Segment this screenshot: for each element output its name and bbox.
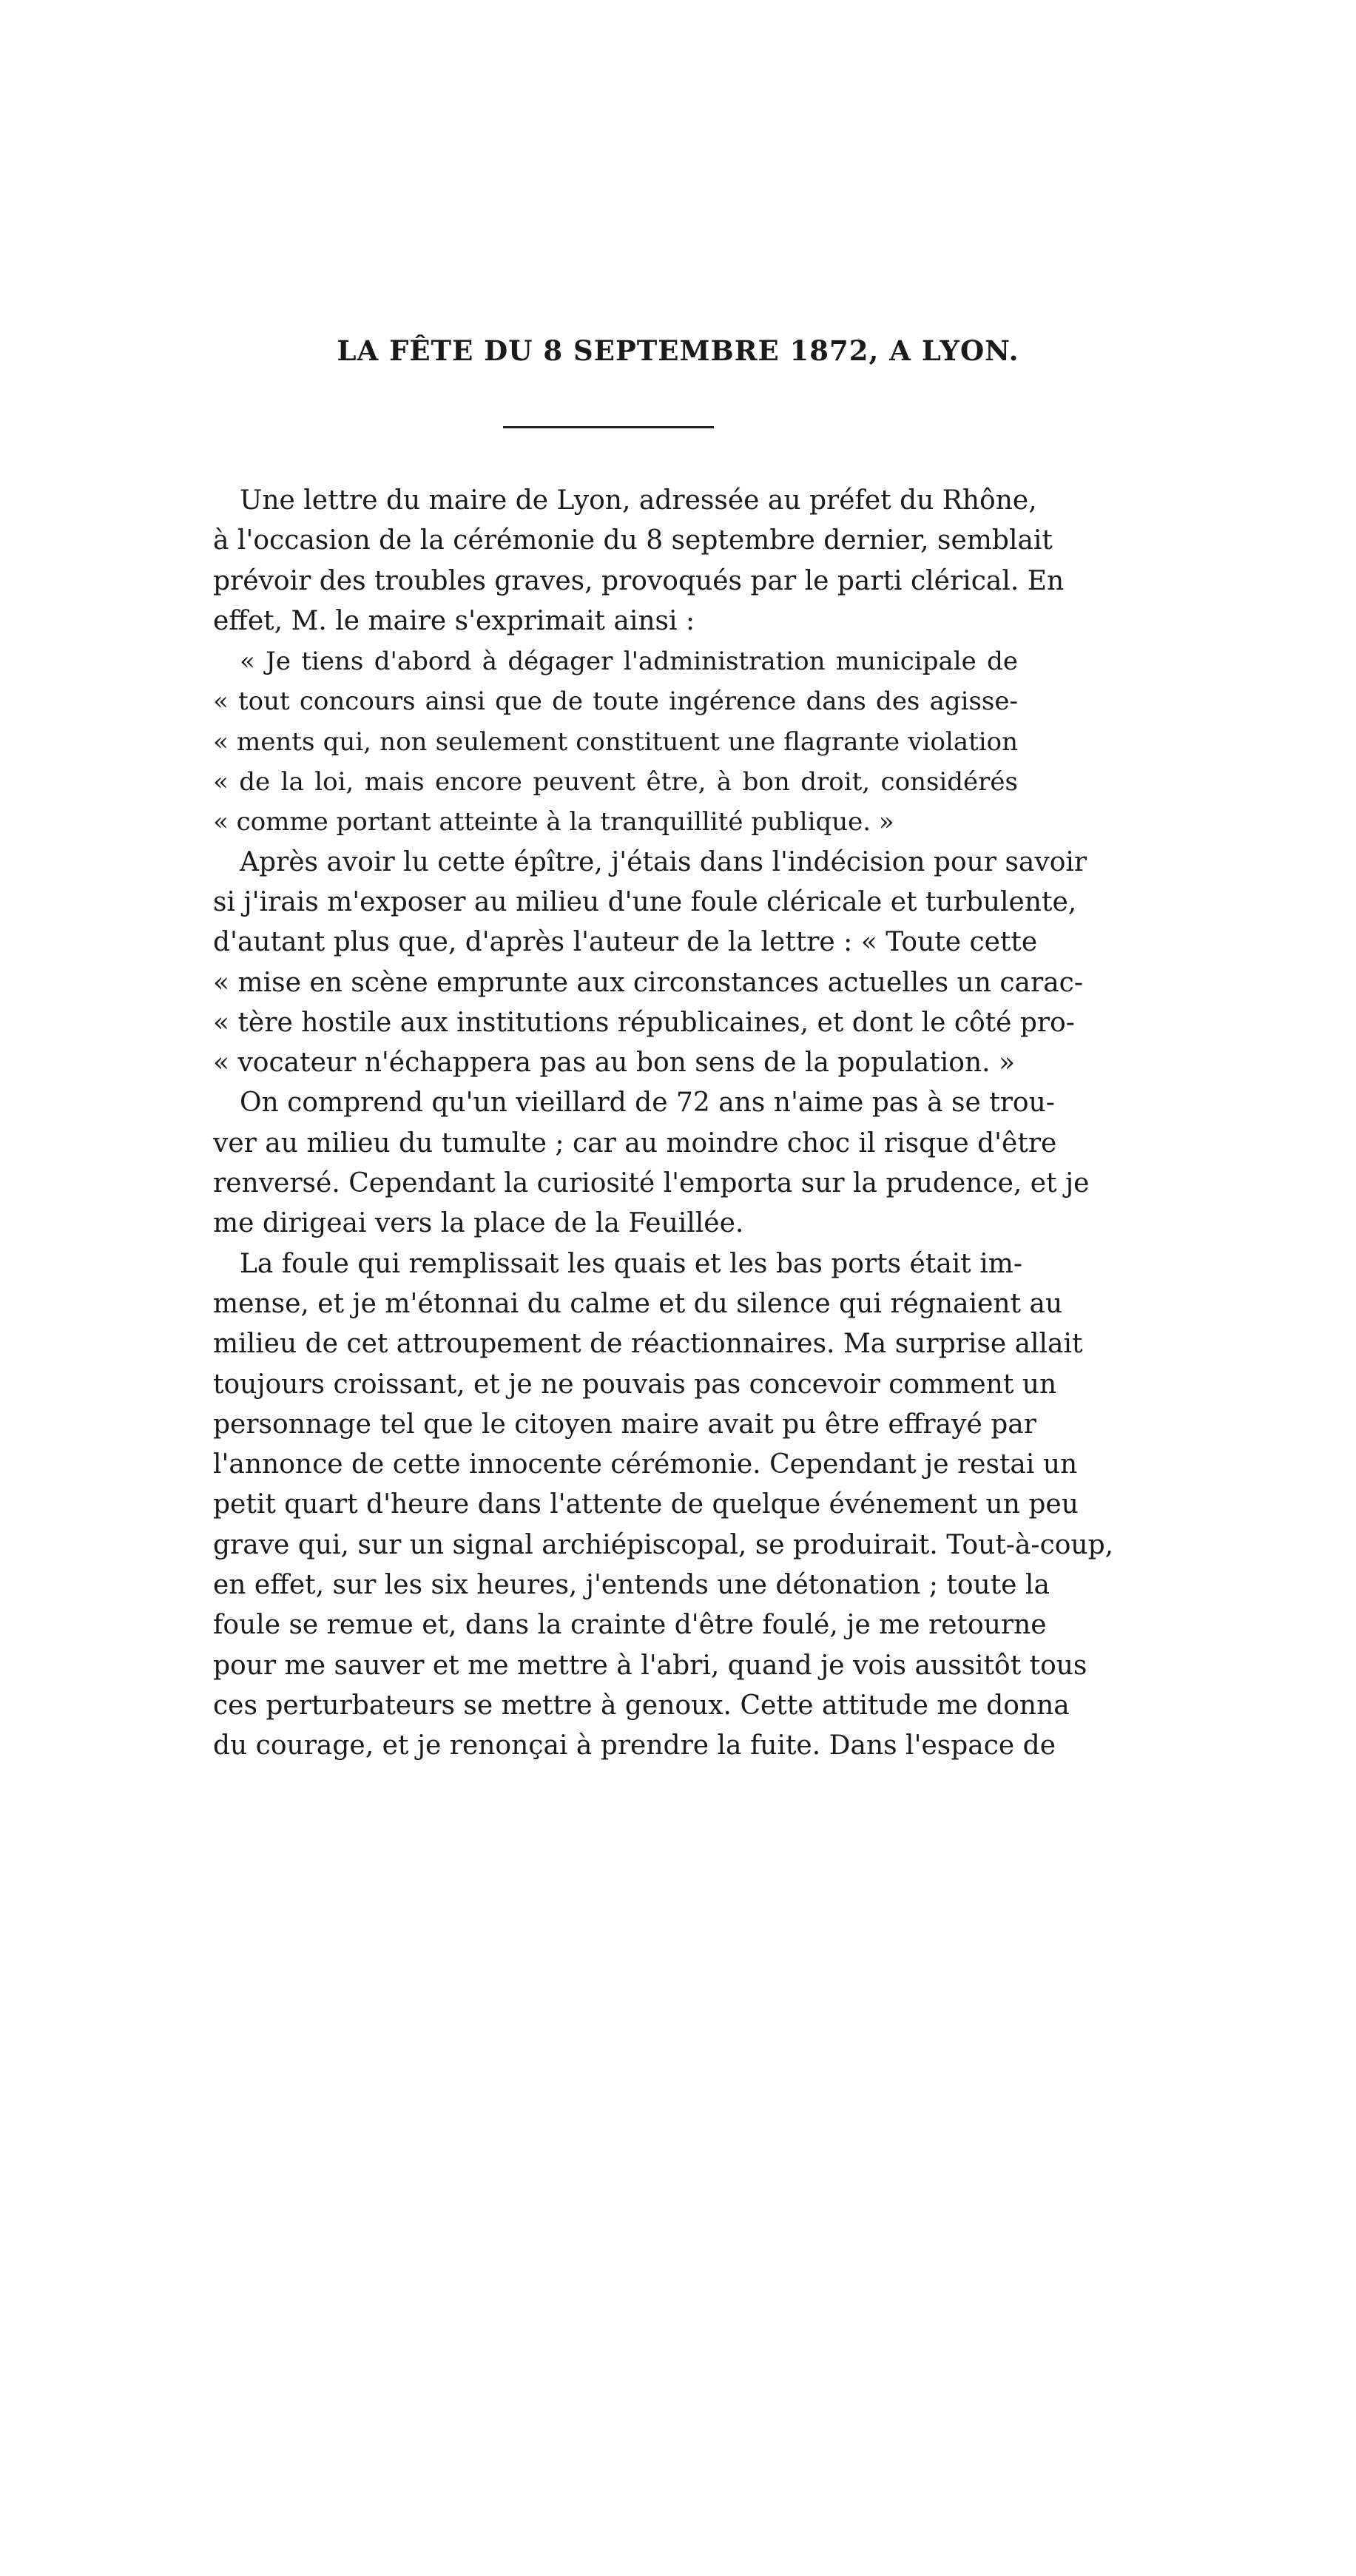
text-line: grave qui, sur un signal archiépiscopal, se produirait. Tout-à-coup,	[213, 1529, 1114, 1560]
text-line: ver au milieu du tumulte ; car au moindre choc il risque d'être	[213, 1127, 1057, 1159]
text-line: effet, M. le maire s'exprimait ainsi :	[213, 605, 695, 636]
page-title: LA FÊTE DU 8 SEPTEMBRE 1872, A LYON.	[337, 334, 1019, 367]
text-line: pour me sauver et me mettre à l'abri, quand je vois aussitôt tous	[213, 1650, 1087, 1681]
quote-line: « ments qui, non seulement constituent une flagrante violation	[213, 726, 1018, 757]
text-line: foule se remue et, dans la crainte d'être foulé, je me retourne	[213, 1610, 1047, 1641]
text-line: Une lettre du maire de Lyon, adressée au préfet du Rhône,	[240, 485, 1037, 516]
text-line: prévoir des troubles graves, provoqués par le parti clérical. En	[213, 565, 1065, 596]
text-line: petit quart d'heure dans l'attente de quelque événement un peu	[213, 1489, 1079, 1520]
text-line: du courage, et je renonçai à prendre la fuite. Dans l'espace de	[213, 1730, 1056, 1761]
text-line: Après avoir lu cette épître, j'étais dans l'indécision pour savoir	[240, 846, 1087, 877]
text-line: toujours croissant, et je ne pouvais pas concevoir comment un	[213, 1369, 1057, 1400]
text-line: milieu de cet attroupement de réactionnaires. Ma surprise allait	[213, 1329, 1083, 1360]
body-text	[213, 481, 1114, 1767]
quote-line: « Je tiens d'abord à dégager l'administration municipale de	[240, 647, 1018, 677]
text-line: à l'occasion de la cérémonie du 8 septembre dernier, semblait	[213, 525, 1053, 556]
text-line: d'autant plus que, d'après l'auteur de la lettre : « Toute cette	[213, 927, 1038, 958]
text-line: si j'irais m'exposer au milieu d'une foule cléricale et turbulente,	[213, 886, 1077, 917]
text-line: renversé. Cependant la curiosité l'emporta sur la prudence, et je	[213, 1168, 1090, 1199]
text-line: « vocateur n'échappera pas au bon sens de la population. »	[213, 1048, 1016, 1079]
text-line: On comprend qu'un vieillard de 72 ans n'aime pas à se trou-	[240, 1088, 1055, 1119]
text-line: « mise en scène emprunte aux circonstances actuelles un carac-	[213, 967, 1083, 998]
text-line: mense, et je m'étonnai du calme et du silence qui régnaient au	[213, 1288, 1063, 1319]
text-line: La foule qui remplissait les quais et les bas ports était im-	[240, 1248, 1023, 1279]
text-line: l'annonce de cette innocente cérémonie. Cependant je restai un	[213, 1449, 1078, 1480]
text-line: me dirigeai vers la place de la Feuillée.	[213, 1208, 744, 1239]
title-divider	[503, 426, 714, 428]
quote-line: « tout concours ainsi que de toute ingérence dans des agisse-	[213, 687, 1018, 717]
quote-line: « comme portant atteinte à la tranquillité publique. »	[213, 807, 894, 837]
text-line: en effet, sur les six heures, j'entends une détonation ; toute la	[213, 1570, 1050, 1601]
quote-line: « de la loi, mais encore peuvent être, à bon droit, considérés	[213, 767, 1018, 798]
text-line: « tère hostile aux institutions républicaines, et dont le côté pro-	[213, 1007, 1075, 1038]
text-line: ces perturbateurs se mettre à genoux. Cette attitude me donna	[213, 1690, 1070, 1721]
text-line: personnage tel que le citoyen maire avait pu être effrayé par	[213, 1409, 1036, 1440]
